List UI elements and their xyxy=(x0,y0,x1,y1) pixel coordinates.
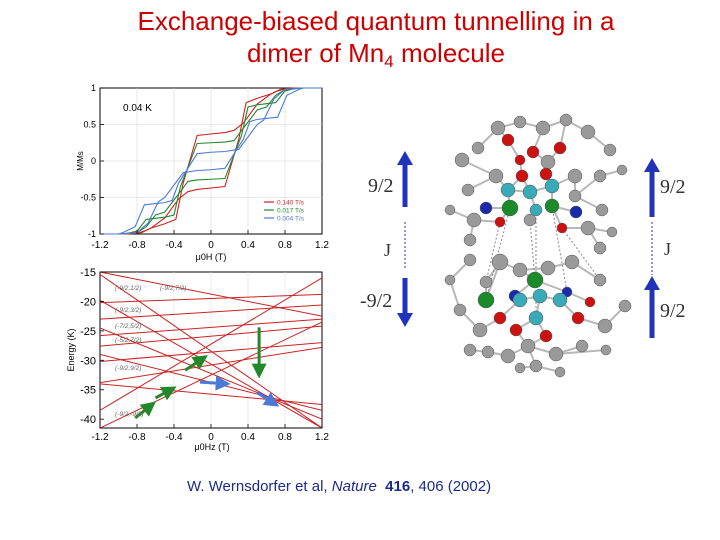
left-down-arrow-head xyxy=(397,313,413,327)
atom xyxy=(467,213,481,227)
atom xyxy=(617,165,627,175)
atom xyxy=(492,254,508,270)
atom xyxy=(455,153,469,167)
atom xyxy=(619,300,631,312)
atom xyxy=(527,272,543,288)
atom xyxy=(541,261,555,275)
atom xyxy=(576,340,588,352)
atom xyxy=(480,202,492,214)
x-tick-label: 1.2 xyxy=(315,240,329,251)
atom xyxy=(473,323,487,337)
legend-entry: 0.004 T/s xyxy=(277,215,304,223)
atom xyxy=(445,275,455,285)
citation-pages-year: , 406 (2002) xyxy=(410,478,492,495)
atom xyxy=(489,169,503,183)
atom xyxy=(545,179,559,193)
atom xyxy=(540,330,552,342)
left-exchange-label: J xyxy=(384,240,392,260)
x-tick-label: 0.4 xyxy=(241,432,255,443)
state-label: (-9/2,-9/2) xyxy=(115,411,144,418)
atom xyxy=(570,206,582,218)
x-tick-label: -0.8 xyxy=(128,240,146,251)
atom xyxy=(572,312,584,324)
atom xyxy=(472,142,484,154)
x-tick-label: 0.8 xyxy=(278,432,292,443)
atom xyxy=(523,185,537,199)
citation xyxy=(187,478,491,495)
title-text-a: dimer of Mn xyxy=(246,38,385,68)
atom xyxy=(553,293,567,307)
hysteresis-y-label: M/Ms xyxy=(76,151,85,171)
atom xyxy=(549,347,563,361)
atom xyxy=(515,363,525,373)
atom xyxy=(464,234,476,246)
atom xyxy=(536,121,550,135)
right-top-spin-label: 9/2 xyxy=(660,176,686,198)
y-tick-label: -40 xyxy=(80,414,96,427)
title-text-b: molecule xyxy=(393,38,505,68)
y-tick-label: -15 xyxy=(80,267,96,279)
atom xyxy=(594,242,606,254)
state-label: (-9/2,3/2) xyxy=(115,307,142,314)
atom xyxy=(601,345,611,355)
atom xyxy=(529,311,543,325)
atom xyxy=(594,274,606,286)
atom xyxy=(569,190,581,202)
energy-y-label: Energy (K) xyxy=(66,328,76,372)
right-top-arrow-head xyxy=(644,158,660,172)
left-top-spin-label: 9/2 xyxy=(368,175,394,197)
energy-x-label: μ0Hz (T) xyxy=(194,442,230,452)
x-tick-label: 0 xyxy=(208,240,214,251)
atom xyxy=(464,254,476,266)
hysteresis-x-label: μ0H (T) xyxy=(195,252,227,262)
y-tick-label: 0 xyxy=(90,156,96,166)
atom xyxy=(501,183,515,197)
atom xyxy=(524,214,536,226)
exchange-bond xyxy=(552,206,567,292)
atom xyxy=(527,146,539,158)
y-tick-label: -30 xyxy=(80,355,96,368)
y-tick-label: -20 xyxy=(80,296,96,309)
left-bottom-spin-label: -9/2 xyxy=(360,290,393,312)
atom xyxy=(521,339,535,353)
atom xyxy=(530,360,542,372)
exchange-bond xyxy=(562,228,600,280)
right-bottom-arrow-head xyxy=(644,276,660,290)
atom xyxy=(594,170,606,182)
legend-entry: 0.017 T/s xyxy=(277,207,304,215)
y-tick-label: 1 xyxy=(90,83,96,93)
state-label: (-9/2,7/2) xyxy=(160,285,187,292)
atom xyxy=(513,293,527,307)
right-bottom-spin-label: 9/2 xyxy=(660,300,686,322)
x-tick-label: -1.2 xyxy=(91,432,109,443)
atom xyxy=(513,263,527,277)
atom xyxy=(540,168,552,180)
mn4-dimer-molecule-image xyxy=(445,114,631,377)
x-tick-label: 1.2 xyxy=(315,432,329,443)
atom xyxy=(581,221,595,235)
transition-arrow xyxy=(200,382,228,384)
atom xyxy=(495,217,505,227)
state-label: (-5/2,7/2) xyxy=(115,337,142,344)
atom xyxy=(515,155,525,165)
atom xyxy=(598,319,612,333)
atom xyxy=(491,121,505,135)
state-label: (-7/2,5/2) xyxy=(115,323,142,330)
citation-journal: Nature xyxy=(331,478,377,495)
atom xyxy=(454,304,466,316)
atom xyxy=(478,292,494,308)
atom xyxy=(545,199,559,213)
slide-title-line-1: Exchange-biased quantum tunnelling in a xyxy=(137,6,615,36)
temperature-annotation: 0.04 K xyxy=(123,103,152,114)
atom xyxy=(516,170,528,182)
legend-entry: 0.140 T/s xyxy=(277,199,304,207)
y-tick-label: -1 xyxy=(87,229,96,239)
y-tick-label: -25 xyxy=(80,325,96,338)
x-tick-label: -0.4 xyxy=(165,240,183,251)
atom xyxy=(514,116,526,128)
atom xyxy=(482,346,494,358)
citation-authors: W. Wernsdorfer et al, xyxy=(187,478,332,495)
title-subscript: 4 xyxy=(384,52,394,71)
atom xyxy=(557,223,567,233)
atom xyxy=(533,289,547,303)
atom xyxy=(560,114,572,126)
atom xyxy=(568,169,582,183)
atom xyxy=(581,125,595,139)
atom xyxy=(554,142,566,154)
x-tick-label: 0.8 xyxy=(278,240,292,251)
x-tick-label: -0.4 xyxy=(165,432,183,443)
atom xyxy=(555,367,565,377)
left-up-arrow-head xyxy=(397,151,413,165)
atom xyxy=(445,205,455,215)
right-exchange-label: J xyxy=(664,239,672,259)
exchange-bond xyxy=(530,220,535,280)
y-tick-label: -0.5 xyxy=(80,192,96,203)
atom xyxy=(604,144,616,156)
atom xyxy=(541,155,555,169)
atom xyxy=(494,312,506,324)
atom xyxy=(501,349,515,363)
atom xyxy=(585,297,595,307)
hysteresis-chart xyxy=(76,83,329,262)
x-tick-label: -0.8 xyxy=(128,432,146,443)
atom xyxy=(607,227,617,237)
y-tick-label: -35 xyxy=(80,384,96,397)
atom xyxy=(502,134,514,146)
atom xyxy=(565,255,579,269)
atom xyxy=(464,344,476,356)
energy-chart xyxy=(66,267,329,452)
x-tick-label: -1.2 xyxy=(91,240,109,251)
atom xyxy=(502,200,518,216)
atom xyxy=(462,184,474,196)
atom xyxy=(480,276,492,288)
state-label: (-9/2,9/2) xyxy=(115,365,142,372)
y-tick-label: 0.5 xyxy=(83,119,96,130)
citation-volume: 416 xyxy=(385,478,411,495)
state-label: (-9/2,1/2) xyxy=(115,285,142,292)
atom xyxy=(510,324,522,336)
x-tick-label: 0.4 xyxy=(241,240,255,251)
x-tick-label: 0 xyxy=(208,432,214,443)
atom xyxy=(596,204,608,216)
